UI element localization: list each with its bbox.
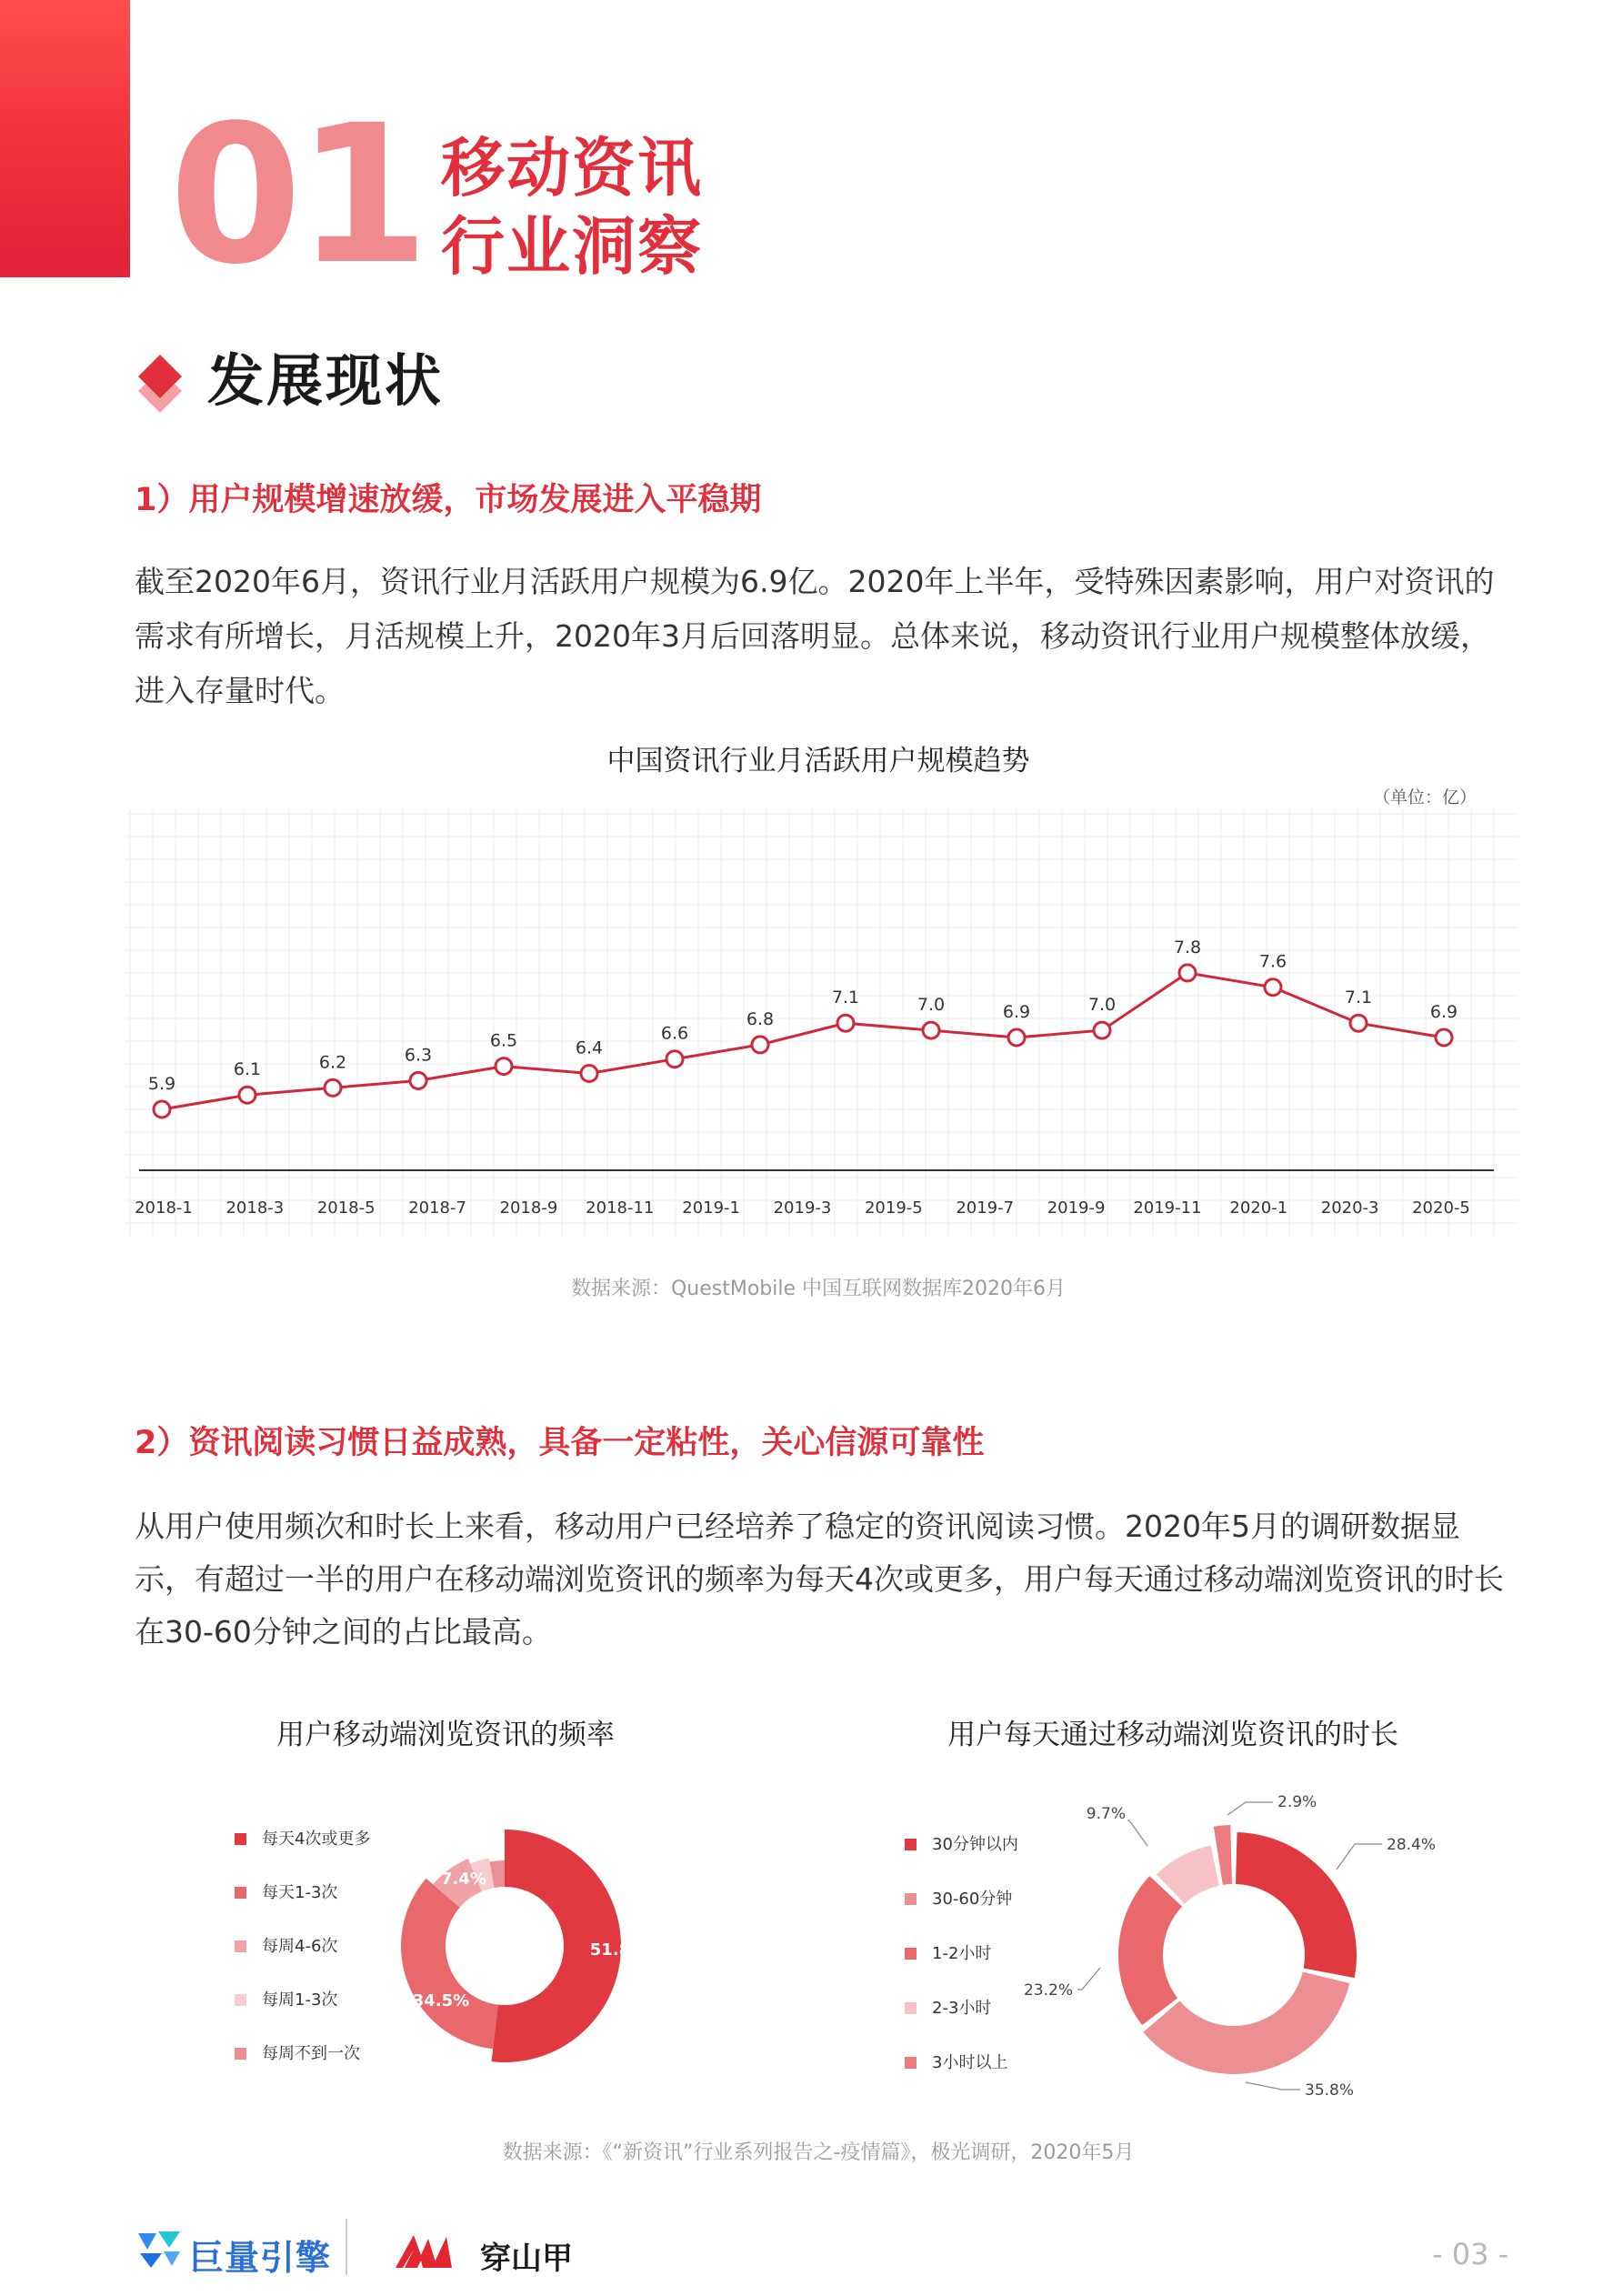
callout-line bbox=[1127, 1820, 1147, 1846]
part2-heading: 2）资讯阅读习惯日益成熟，具备一定粘性，关心信源可靠性 bbox=[135, 1425, 985, 1461]
x-tick-label: 2019-5 bbox=[864, 1198, 923, 1218]
data-point bbox=[837, 1015, 854, 1031]
point-label: 6.9 bbox=[1002, 1002, 1031, 1022]
line-chart-source: 数据来源：QuestMobile 中国互联网数据库2020年6月 bbox=[570, 1278, 1067, 1300]
chuanshanjia-logo-text: 穿山甲 bbox=[480, 2241, 573, 2277]
point-label: 6.5 bbox=[489, 1030, 518, 1051]
legend-swatch bbox=[905, 2002, 917, 2014]
donut1-title: 用户移动端浏览资讯的频率 bbox=[276, 1719, 615, 1751]
legend-label: 每周不到一次 bbox=[262, 2044, 360, 2063]
part1-paragraph: 截至2020年6月，资讯行业月活跃用户规模为6.9亿。2020年上半年，受特殊因素影响，用户对资讯的需求有所增长，月活规模上升，2020年3月后回落明显。总体来说，移动资讯行业用户规模整体放缓，进入存量时代。 bbox=[135, 564, 1495, 708]
point-label: 6.3 bbox=[404, 1045, 433, 1066]
x-tick-label: 2019-3 bbox=[773, 1198, 832, 1218]
legend-swatch bbox=[905, 1839, 917, 1850]
legend-label: 30-60分钟 bbox=[932, 1890, 1013, 1909]
x-tick-label: 2018-11 bbox=[586, 1198, 655, 1218]
callout-line bbox=[1246, 2082, 1300, 2090]
line-chart-title: 中国资讯行业月活跃用户规模趋势 bbox=[606, 745, 1030, 777]
page-number: - 03 - bbox=[1432, 2237, 1509, 2271]
legend-label: 每天4次或更多 bbox=[262, 1830, 371, 1849]
donut-slice bbox=[1143, 1972, 1349, 2074]
juliang-logo-icon bbox=[135, 2226, 184, 2270]
legend-swatch bbox=[905, 1948, 917, 1960]
legend-label: 2-3小时 bbox=[932, 1999, 992, 2018]
slice-label: 9.7% bbox=[1086, 1805, 1126, 1823]
donut-slice bbox=[401, 1879, 498, 2050]
juliang-logo-text: 巨量引擎 bbox=[189, 2238, 332, 2278]
callout-line bbox=[1077, 1968, 1100, 1990]
legend-label: 每周4-6次 bbox=[262, 1937, 338, 1956]
data-point bbox=[1436, 1029, 1452, 1046]
legend-swatch bbox=[235, 1833, 246, 1845]
data-point bbox=[1350, 1015, 1367, 1031]
x-tick-label: 2020-1 bbox=[1229, 1198, 1288, 1218]
x-tick-label: 2020-3 bbox=[1320, 1198, 1379, 1218]
slice-label: 23.2% bbox=[1023, 1981, 1073, 2000]
point-label: 6.1 bbox=[233, 1059, 262, 1080]
x-tick-label: 2018-9 bbox=[499, 1198, 558, 1218]
donut-slice bbox=[1118, 1876, 1182, 2025]
point-label: 7.0 bbox=[917, 995, 946, 1016]
data-point bbox=[154, 1101, 170, 1118]
data-point bbox=[1094, 1022, 1110, 1038]
point-label: 7.1 bbox=[1344, 988, 1373, 1008]
callout-line bbox=[1227, 1802, 1273, 1815]
point-label: 7.0 bbox=[1087, 995, 1117, 1016]
corner-accent-bar bbox=[0, 0, 130, 277]
x-tick-label: 2019-1 bbox=[682, 1198, 741, 1218]
data-point bbox=[1179, 965, 1196, 981]
slice-label: 35.8% bbox=[1305, 2081, 1355, 2100]
legend-label: 30分钟以内 bbox=[932, 1835, 1018, 1854]
part2-paragraph: 从用户使用频次和时长上来看，移动用户已经培养了稳定的资讯阅读习惯。2020年5月的调研数据显示，有超过一半的用户在移动端浏览资讯的频率为每天4次或更多，用户每天通过移动端浏览资讯的时长在30-60分钟之间的占比最高。 bbox=[135, 1509, 1504, 1649]
footer-divider bbox=[346, 2219, 347, 2275]
data-point bbox=[1008, 1029, 1025, 1046]
slice-label: 34.5% bbox=[412, 1991, 470, 2010]
diamond-icon bbox=[135, 353, 189, 416]
legend-label: 3小时以上 bbox=[932, 2053, 1008, 2072]
chapter-title-line2: 行业洞察 bbox=[441, 209, 703, 284]
legend-label: 每天1-3次 bbox=[262, 1883, 338, 1902]
x-tick-label: 2019-9 bbox=[1047, 1198, 1106, 1218]
data-point bbox=[410, 1072, 426, 1088]
slice-label: 7.4% bbox=[441, 1870, 486, 1889]
part1-heading: 1）用户规模增速放缓，市场发展进入平稳期 bbox=[135, 482, 762, 518]
data-point bbox=[752, 1037, 768, 1053]
data-point bbox=[581, 1066, 597, 1082]
point-label: 6.4 bbox=[575, 1038, 604, 1058]
point-label: 6.6 bbox=[660, 1023, 689, 1044]
x-tick-label: 2018-3 bbox=[225, 1198, 285, 1218]
callout-line bbox=[1337, 1844, 1382, 1870]
slice-label: 28.4% bbox=[1387, 1836, 1437, 1854]
point-label: 7.1 bbox=[831, 988, 860, 1008]
x-tick-label: 2019-11 bbox=[1133, 1198, 1202, 1218]
line-chart bbox=[125, 809, 1518, 1246]
legend-swatch bbox=[235, 1887, 246, 1899]
data-point bbox=[496, 1058, 512, 1075]
point-label: 7.8 bbox=[1173, 937, 1202, 958]
chapter-number: 01 bbox=[169, 84, 425, 306]
x-tick-label: 2018-5 bbox=[316, 1198, 376, 1218]
legend-swatch bbox=[235, 2048, 246, 2060]
point-label: 6.2 bbox=[318, 1052, 347, 1073]
point-label: 6.8 bbox=[746, 1008, 775, 1029]
slice-label: 2.9% bbox=[1277, 1793, 1317, 1811]
data-point bbox=[923, 1022, 939, 1038]
data-point bbox=[666, 1051, 683, 1068]
donut-slice bbox=[1236, 1832, 1357, 1978]
x-tick-label: 2019-7 bbox=[956, 1198, 1015, 1218]
data-point bbox=[239, 1087, 255, 1103]
legend-swatch bbox=[235, 1940, 246, 1952]
x-tick-label: 2020-5 bbox=[1412, 1198, 1470, 1218]
legend-swatch bbox=[905, 2057, 917, 2069]
point-label: 6.9 bbox=[1429, 1002, 1458, 1022]
x-tick-label: 2018-1 bbox=[135, 1198, 193, 1218]
section-title: 发展现状 bbox=[207, 347, 445, 414]
slice-label: 51.8% bbox=[589, 1940, 647, 1960]
chuanshanjia-logo-icon bbox=[368, 2228, 477, 2270]
donut2-title: 用户每天通过移动端浏览资讯的时长 bbox=[947, 1719, 1398, 1751]
point-label: 7.6 bbox=[1258, 951, 1287, 972]
legend-label: 1-2小时 bbox=[932, 1944, 992, 1963]
legend-swatch bbox=[905, 1893, 917, 1905]
donut-charts bbox=[0, 1782, 1623, 2128]
x-tick-label: 2018-7 bbox=[408, 1198, 466, 1218]
legend-swatch bbox=[235, 1994, 246, 2006]
unit-label: （单位：亿） bbox=[1373, 787, 1478, 807]
legend-label: 每周1-3次 bbox=[262, 1990, 338, 2010]
donut-source: 数据来源：《“新资讯”行业系列报告之-疫情篇》，极光调研，2020年5月 bbox=[502, 2141, 1135, 2164]
chapter-title-line1: 移动资讯 bbox=[441, 131, 703, 206]
point-label: 5.9 bbox=[147, 1074, 176, 1094]
data-point bbox=[325, 1079, 341, 1096]
data-point bbox=[1265, 979, 1281, 996]
